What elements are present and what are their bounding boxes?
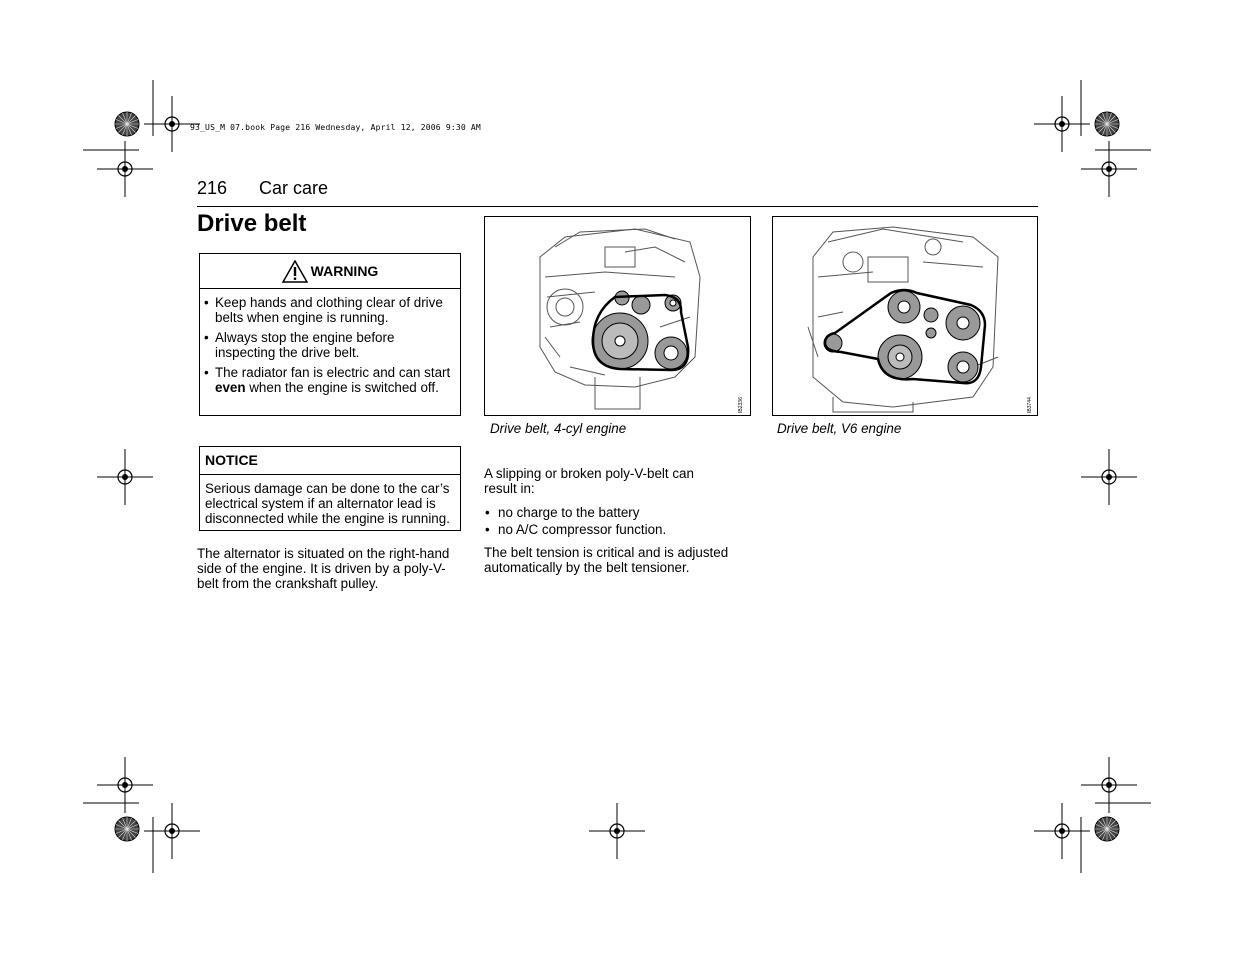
warning-item-text: when the engine is switched off.: [245, 380, 439, 395]
figure-id: IB3744: [1027, 397, 1033, 413]
figure-v6-engine: [772, 216, 1038, 416]
page-title: Drive belt: [197, 210, 307, 237]
belt-tension-paragraph: The belt tension is critical and is adjusted automatically by the belt tensioner.: [484, 545, 729, 575]
warning-heading: WARNING: [310, 263, 379, 279]
page-number: 216: [197, 178, 228, 198]
engine-v6-illustration: [773, 217, 1037, 415]
print-slug: 93_US_M 07.book Page 216 Wednesday, April 12, 2006 9:30 AM: [190, 123, 481, 132]
figure-caption: Drive belt, 4-cyl engine: [490, 421, 627, 436]
warning-item: • Keep hands and clothing clear of drive belts when engine is running.: [204, 295, 456, 325]
warning-header: [200, 254, 460, 289]
warning-list: [200, 289, 460, 395]
notice-body: Serious damage can be done to the car’s electrical system if an alternator lead is disconnected while the engine is running.: [205, 481, 450, 526]
list-item: • no charge to the battery: [485, 504, 745, 521]
warning-item: • Always stop the engine before inspecting the drive belt.: [204, 330, 456, 360]
belt-failure-intro: A slipping or broken poly-V-belt can result in:: [484, 466, 694, 496]
section-title: Car care: [259, 178, 329, 198]
alternator-paragraph: The alternator is situated on the right-hand side of the engine. It is driven by a poly-V-belt from the crankshaft pulley.: [197, 546, 450, 591]
belt-failure-list: [485, 504, 745, 538]
engine-4cyl-illustration: [485, 217, 750, 415]
notice-box: [199, 446, 461, 531]
figure-id: IB2336: [738, 397, 744, 413]
figure-4cyl-engine: [484, 216, 751, 416]
list-item: • no A/C compressor function.: [485, 521, 745, 538]
warning-triangle-icon: [282, 260, 308, 283]
warning-box: [199, 253, 461, 416]
emphasis-even: even: [215, 380, 246, 395]
figure-caption: Drive belt, V6 engine: [777, 421, 902, 436]
notice-heading: NOTICE: [200, 447, 460, 475]
header-rule: [197, 206, 1038, 207]
warning-item: [204, 365, 456, 395]
warning-item-text: The radiator fan is electric and can start: [215, 365, 451, 380]
